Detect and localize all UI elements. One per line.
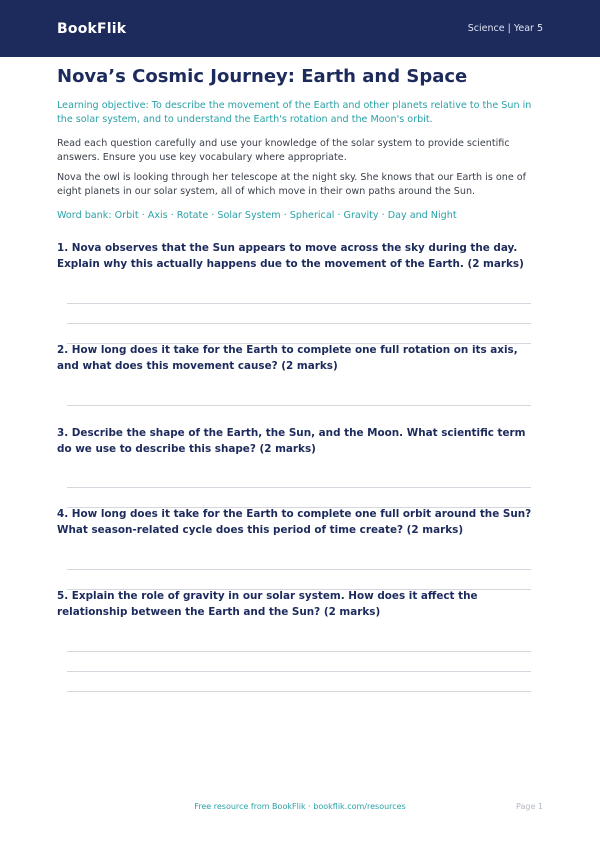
answer-line[interactable] [67, 569, 531, 570]
question-1: 1. Nova observes that the Sun appears to move across the sky during the day. Explain why this actually happens due to the movement of the Earth. (2 marks) [57, 242, 524, 270]
answer-line[interactable] [67, 691, 531, 692]
word-bank: Word bank: Orbit · Axis · Rotate · Solar System · Spherical · Gravity · Day and Night [57, 210, 457, 221]
question-4: 4. How long does it take for the Earth to complete one full orbit around the Sun? What season-related cycle does this period of time create? (2 marks) [57, 508, 532, 536]
footer-credit: Free resource from BookFlik · bookflik.com/resources [194, 802, 406, 811]
page-number: Page 1 [516, 802, 543, 811]
subject-year: Science | Year 5 [467, 23, 543, 34]
instructions-text: Read each question carefully and use your knowledge of the solar system to provide scientific answers. Ensure you use key vocabulary where appropriate. [57, 138, 510, 163]
answer-line[interactable] [67, 651, 531, 652]
brand-logo: BookFlik [57, 20, 127, 37]
question-5: 5. Explain the role of gravity in our solar system. How does it affect the relationship between the Earth and the Sun? (2 marks) [57, 590, 478, 618]
answer-line[interactable] [67, 671, 531, 672]
question-3: 3. Describe the shape of the Earth, the Sun, and the Moon. What scientific term do we use to describe this shape? (2 marks) [57, 427, 526, 455]
answer-line[interactable] [67, 303, 531, 304]
answer-line[interactable] [67, 487, 531, 488]
answer-line[interactable] [67, 405, 531, 406]
page-title: Nova’s Cosmic Journey: Earth and Space [57, 66, 468, 87]
answer-line[interactable] [67, 323, 531, 324]
question-2: 2. How long does it take for the Earth to complete one full rotation on its axis, and what does this movement cause? (2 marks) [57, 344, 518, 372]
learning-objective: Learning objective: To describe the movement of the Earth and other planets relative to the Sun in the solar system, and to understand the Earth's rotation and the Moon's orbit. [57, 100, 532, 125]
page-header [0, 0, 600, 57]
intro-text: Nova the owl is looking through her telescope at the night sky. She knows that our Earth is one of eight planets in our solar system, all of which move in their own paths around the Sun. [57, 172, 527, 197]
